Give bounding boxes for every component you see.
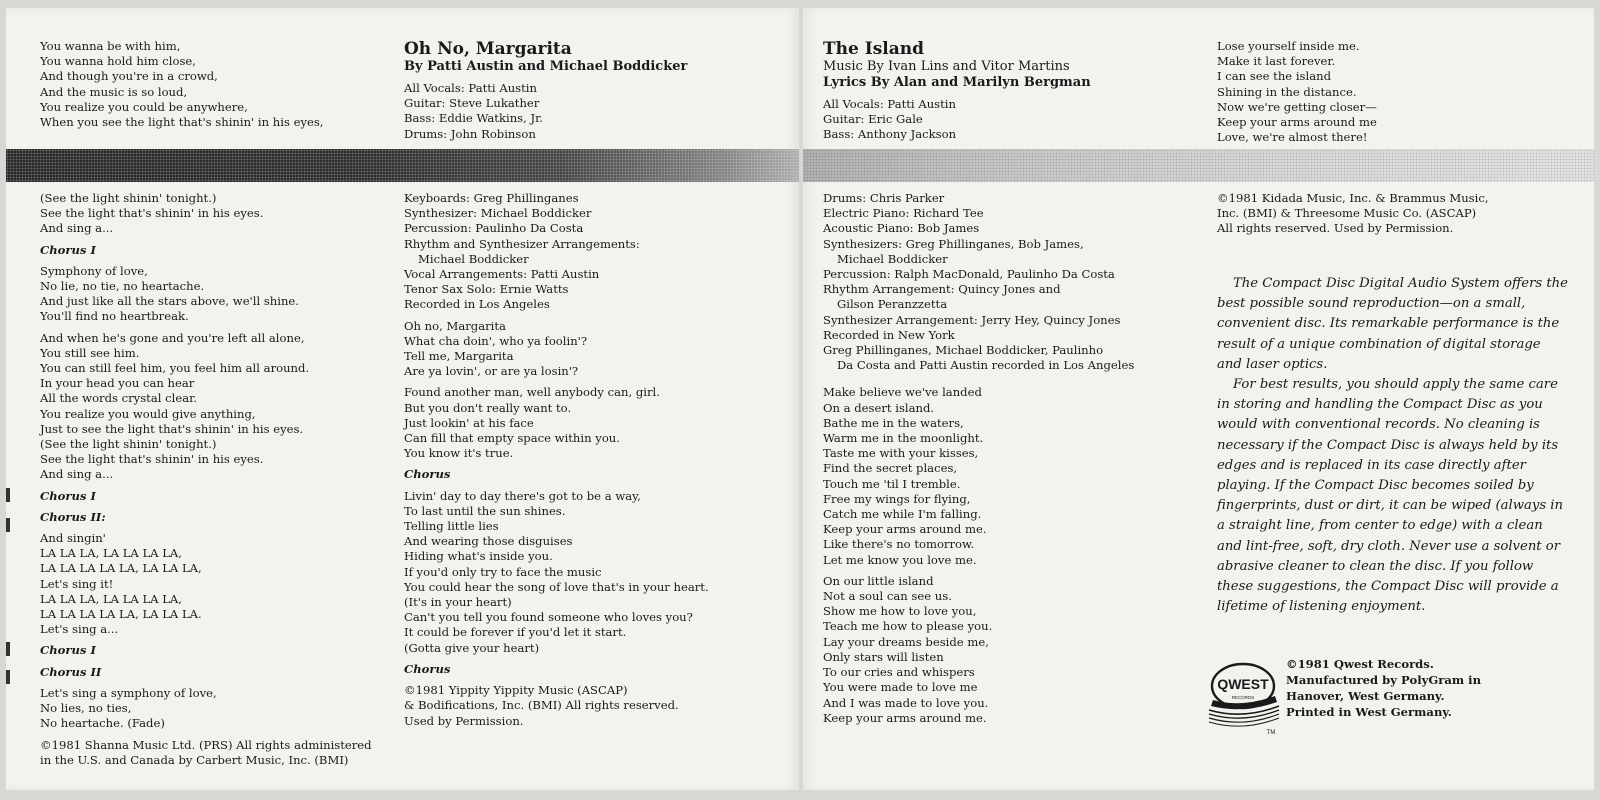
qwest-logo: [1205, 656, 1287, 738]
text-line: Guitar: Steve Lukather: [404, 96, 540, 111]
music-by: Music By Ivan Lins and Vitor Martins: [823, 59, 1070, 74]
text-line: Touch me 'til I tremble.: [823, 476, 961, 491]
text-line: Telling little lies: [404, 519, 499, 534]
text-line: You wanna be with him,: [40, 39, 181, 53]
lyrics-stanza: [40, 531, 400, 637]
text-line: Teach me how to please you.: [823, 619, 993, 634]
text-line: Let's sing a...: [40, 622, 119, 637]
credits-list: [404, 81, 794, 142]
text-line: LA LA LA, LA LA LA LA,: [40, 591, 182, 606]
credit-line: Percussion: Ralph MacDonald, Paulinho Da Costa: [823, 267, 1115, 282]
text-line: Can fill that empty space within you.: [404, 431, 620, 446]
text-line: Bass: Anthony Jackson: [823, 127, 957, 142]
text-line: (See the light shinin' tonight.): [40, 191, 217, 205]
song-title: Oh No, Margarita: [404, 39, 572, 59]
text-line: It could be forever if you'd let it start.: [404, 625, 627, 640]
text-line: You know it's true.: [404, 446, 514, 461]
copyright-notice: [404, 683, 794, 729]
text-line: Inc. (BMI) & Threesome Music Co. (ASCAP): [1217, 206, 1477, 221]
lyrics-stanza: [40, 264, 400, 325]
chorus-label: Chorus II:: [40, 509, 106, 524]
left-page: [6, 8, 799, 790]
text-line: Find the secret places,: [823, 461, 958, 476]
credit-line: Drums: Chris Parker: [823, 191, 945, 205]
text-line: Are ya lovin', or are ya losin'?: [404, 364, 579, 379]
text-line: Oh no, Margarita: [404, 318, 506, 333]
chorus-label: Chorus I: [40, 643, 96, 658]
credit-line: Tenor Sax Solo: Ernie Watts: [404, 282, 569, 297]
text-line: Keep your arms around me.: [823, 522, 987, 537]
chorus-label: Chorus II: [40, 664, 102, 679]
text-line: Just to see the light that's shinin' in his eyes.: [40, 421, 304, 436]
text-line: Warm me in the moonlight.: [823, 431, 984, 446]
credit-line: Vocal Arrangements: Patti Austin: [404, 267, 600, 282]
text-line: Let's sing a symphony of love,: [40, 685, 217, 700]
credit-line: Keyboards: Greg Phillinganes: [404, 191, 579, 205]
text-line: Manufactured by PolyGram in: [1286, 673, 1481, 687]
song-header-margarita: [404, 39, 794, 148]
text-line: Show me how to love you,: [823, 604, 977, 619]
text-line: And the music is so loud,: [40, 84, 188, 99]
text-line: Bathe me in the waters,: [823, 415, 964, 430]
text-line: ©1981 Shanna Music Ltd. (PRS) All rights administered: [40, 737, 372, 752]
text-line: Symphony of love,: [40, 263, 148, 278]
chorus-label: Chorus: [404, 661, 451, 676]
text-line: Livin' day to day there's got to be a way,: [404, 488, 641, 503]
text-line: Lose yourself inside me.: [1217, 39, 1360, 53]
text-line: Lay your dreams beside me,: [823, 634, 989, 649]
edge-mark: [6, 670, 10, 684]
text-line: And sing a...: [40, 467, 114, 482]
song-title: The Island: [823, 39, 924, 59]
text-line: Taste me with your kisses,: [823, 446, 979, 461]
text-line: All rights reserved. Used by Permission.: [1217, 221, 1454, 236]
right-page: [803, 8, 1594, 790]
credit-line: Rhythm and Synthesizer Arrangements:: [404, 236, 640, 251]
text-line: In your head you can hear: [40, 376, 195, 391]
text-line: Keep your arms around me: [1217, 115, 1377, 130]
halftone-band: [803, 149, 1594, 182]
credit-line: Synthesizer: Michael Boddicker: [404, 206, 592, 221]
credit-line: Synthesizers: Greg Phillinganes, Bob James,: [823, 236, 1084, 251]
text-line: I can see the island: [1217, 69, 1332, 84]
song-byline: By Patti Austin and Michael Boddicker: [404, 59, 688, 74]
text-line: Now we're getting closer—: [1217, 99, 1377, 114]
text-line: (It's in your heart): [404, 595, 512, 610]
text-line: When you see the light that's shinin' in his eyes,: [40, 115, 324, 130]
text-line: If you'd only try to face the music: [404, 564, 602, 579]
text-line: Make believe we've landed: [823, 385, 982, 400]
text-line: Printed in West Germany.: [1286, 705, 1452, 719]
text-line: And when he's gone and you're left all alone,: [40, 330, 305, 345]
credit-line: Greg Phillinganes, Michael Boddicker, Paulinho: [823, 343, 1104, 358]
text-line: Tell me, Margarita: [404, 349, 514, 364]
copyright-notice: [1217, 191, 1567, 237]
text-line: You realize you could be anywhere,: [40, 99, 248, 114]
text-line: But you don't really want to.: [404, 400, 572, 415]
copyright-notice: [40, 738, 400, 768]
compact-disc-notice: [1217, 274, 1569, 617]
edge-mark: [6, 518, 10, 532]
text-line: Used by Permission.: [404, 713, 524, 728]
text-line: Love, we're almost there!: [1217, 130, 1368, 145]
text-line: Make it last forever.: [1217, 54, 1336, 69]
lyrics-col-island: [823, 191, 1183, 732]
text-line: On our little island: [823, 573, 934, 588]
lyrics-stanza: [823, 385, 1183, 567]
lyrics-stanza: [40, 39, 380, 130]
lyrics-col-symphony: [40, 191, 400, 774]
text-line: You wanna hold him close,: [40, 54, 196, 69]
credits-list: [823, 191, 1183, 373]
text-line: Guitar: Eric Gale: [823, 112, 923, 127]
text-line: ©1981 Yippity Yippity Music (ASCAP): [404, 683, 628, 698]
lyrics-stanza: [823, 574, 1183, 726]
credit-line: Gilson Peranzzetta: [837, 297, 948, 312]
text-line: ©1981 Kidada Music, Inc. & Brammus Music,: [1217, 191, 1489, 205]
logo-small: RECORDS: [1231, 695, 1255, 700]
text-line: in the U.S. and Canada by Carbert Music, Inc. (BMI): [40, 752, 349, 767]
lyrics-stanza: [404, 319, 794, 380]
text-line: Let's sing it!: [40, 576, 114, 591]
text-line: Found another man, well anybody can, girl.: [404, 385, 660, 400]
lyrics-by: Lyrics By Alan and Marilyn Bergman: [823, 75, 1091, 90]
text-line: And I was made to love you.: [823, 695, 989, 710]
chorus-label: Chorus I: [40, 488, 96, 503]
text-line: You still see him.: [40, 345, 140, 360]
credits-list: [823, 97, 1173, 143]
text-line: And though you're in a crowd,: [40, 69, 218, 84]
text-line: Can't you tell you found someone who loves you?: [404, 610, 693, 625]
text-line: Hiding what's inside you.: [404, 549, 553, 564]
text-line: Drums: John Robinson: [404, 126, 536, 141]
text-line: No lie, no tie, no heartache.: [40, 279, 205, 294]
text-line: All Vocals: Patti Austin: [823, 97, 956, 111]
text-line: And just like all the stars above, we'll shine.: [40, 294, 299, 309]
chorus-label: Chorus: [404, 467, 451, 482]
lyrics-col-island-end: [1217, 39, 1567, 151]
text-line: Not a soul can see us.: [823, 589, 952, 604]
text-line: To last until the sun shines.: [404, 503, 566, 518]
text-line: And singin': [40, 531, 106, 546]
credit-line: Recorded in Los Angeles: [404, 297, 550, 312]
text-line: All Vocals: Patti Austin: [404, 81, 537, 95]
text-line: LA LA LA LA LA, LA LA LA,: [40, 561, 202, 576]
lyrics-col-margarita: [404, 191, 794, 735]
text-line: (See the light shinin' tonight.): [40, 437, 217, 452]
logo-name: QWEST: [1217, 676, 1269, 692]
text-line: Catch me while I'm falling.: [823, 507, 982, 522]
text-line: (Gotta give your heart): [404, 640, 540, 655]
label-info: [1286, 656, 1481, 720]
text-line: You'll find no heartbreak.: [40, 309, 189, 324]
credit-line: Acoustic Piano: Bob James: [823, 221, 980, 236]
text-line: And sing a...: [40, 221, 114, 236]
credits-list: [404, 191, 794, 313]
text-line: Free my wings for flying,: [823, 491, 971, 506]
credit-line: Rhythm Arrangement: Quincy Jones and: [823, 282, 1061, 297]
text-line: You were made to love me: [823, 680, 978, 695]
text-line: Bass: Eddie Watkins, Jr.: [404, 111, 544, 126]
text-line: See the light that's shinin' in his eyes.: [40, 206, 264, 221]
notice-paragraph: For best results, you should apply the same care in storing and handling the Compact Disc as you would with conventional records. No cleaning is necessary if the Compact Disc is always held by its edges and is replaced in its case directly after playing. If the Compact Disc becomes soiled by fingerprints, dust or dirt, it can be wiped (always in a straight line, from center to edge) with a clean and lint-free, soft, dry cloth. Never use a solvent or abrasive cleaner to clean the disc. If you follow these suggestions, the Compact Disc will provide a lifetime of listening enjoyment.: [1217, 377, 1563, 615]
lyrics-stanza: [404, 385, 794, 461]
text-line: No heartache. (Fade): [40, 716, 165, 731]
text-line: LA LA LA, LA LA LA LA,: [40, 546, 182, 561]
text-line: ©1981 Qwest Records.: [1286, 657, 1434, 671]
lyrics-stanza: [40, 191, 400, 237]
credit-line: Da Costa and Patti Austin recorded in Los Angeles: [837, 358, 1135, 373]
text-line: Only stars will listen: [823, 649, 944, 664]
song-header-island: [823, 39, 1173, 149]
credit-line: Electric Piano: Richard Tee: [823, 206, 984, 221]
credit-line: Michael Boddicker: [837, 251, 948, 266]
credit-line: Recorded in New York: [823, 327, 955, 342]
lyrics-stanza: [404, 489, 794, 656]
lyrics-stanza: [40, 331, 400, 483]
chorus-label: Chorus I: [40, 242, 96, 257]
lyrics-stanza: [40, 686, 400, 732]
text-line: You could hear the song of love that's in your heart.: [404, 579, 709, 594]
text-line: What cha doin', who ya foolin'?: [404, 333, 588, 348]
credit-line: Synthesizer Arrangement: Jerry Hey, Quincy Jones: [823, 312, 1121, 327]
logo-tm: TM: [1266, 730, 1276, 736]
text-line: To our cries and whispers: [823, 665, 975, 680]
halftone-band: [6, 149, 799, 182]
lyrics-col-top: [40, 39, 380, 136]
text-line: Just lookin' at his face: [404, 415, 534, 430]
credit-line: Percussion: Paulinho Da Costa: [404, 221, 584, 236]
island-copyright: [1217, 191, 1567, 243]
edge-mark: [6, 488, 10, 502]
lyrics-stanza: [1217, 39, 1567, 145]
edge-mark: [6, 642, 10, 656]
text-line: You can still feel him, you feel him all around.: [40, 361, 310, 376]
credit-line: Michael Boddicker: [418, 251, 529, 266]
text-line: Let me know you love me.: [823, 552, 977, 567]
text-line: You realize you would give anything,: [40, 406, 256, 421]
text-line: Like there's no tomorrow.: [823, 537, 975, 552]
text-line: All the words crystal clear.: [40, 391, 198, 406]
text-line: Shining in the distance.: [1217, 84, 1357, 99]
text-line: See the light that's shinin' in his eyes.: [40, 452, 264, 467]
text-line: Hanover, West Germany.: [1286, 689, 1445, 703]
text-line: LA LA LA LA LA, LA LA LA.: [40, 607, 202, 622]
text-line: Keep your arms around me.: [823, 710, 987, 725]
notice-paragraph: The Compact Disc Digital Audio System offers the best possible sound reproduction—on a small, convenient disc. Its remarkable performance is the result of a unique combination of digital storage and laser optics.: [1217, 276, 1568, 372]
text-line: & Bodifications, Inc. (BMI) All rights reserved.: [404, 698, 679, 713]
text-line: And wearing those disguises: [404, 534, 573, 549]
text-line: On a desert island.: [823, 400, 935, 415]
text-line: No lies, no ties,: [40, 701, 132, 716]
